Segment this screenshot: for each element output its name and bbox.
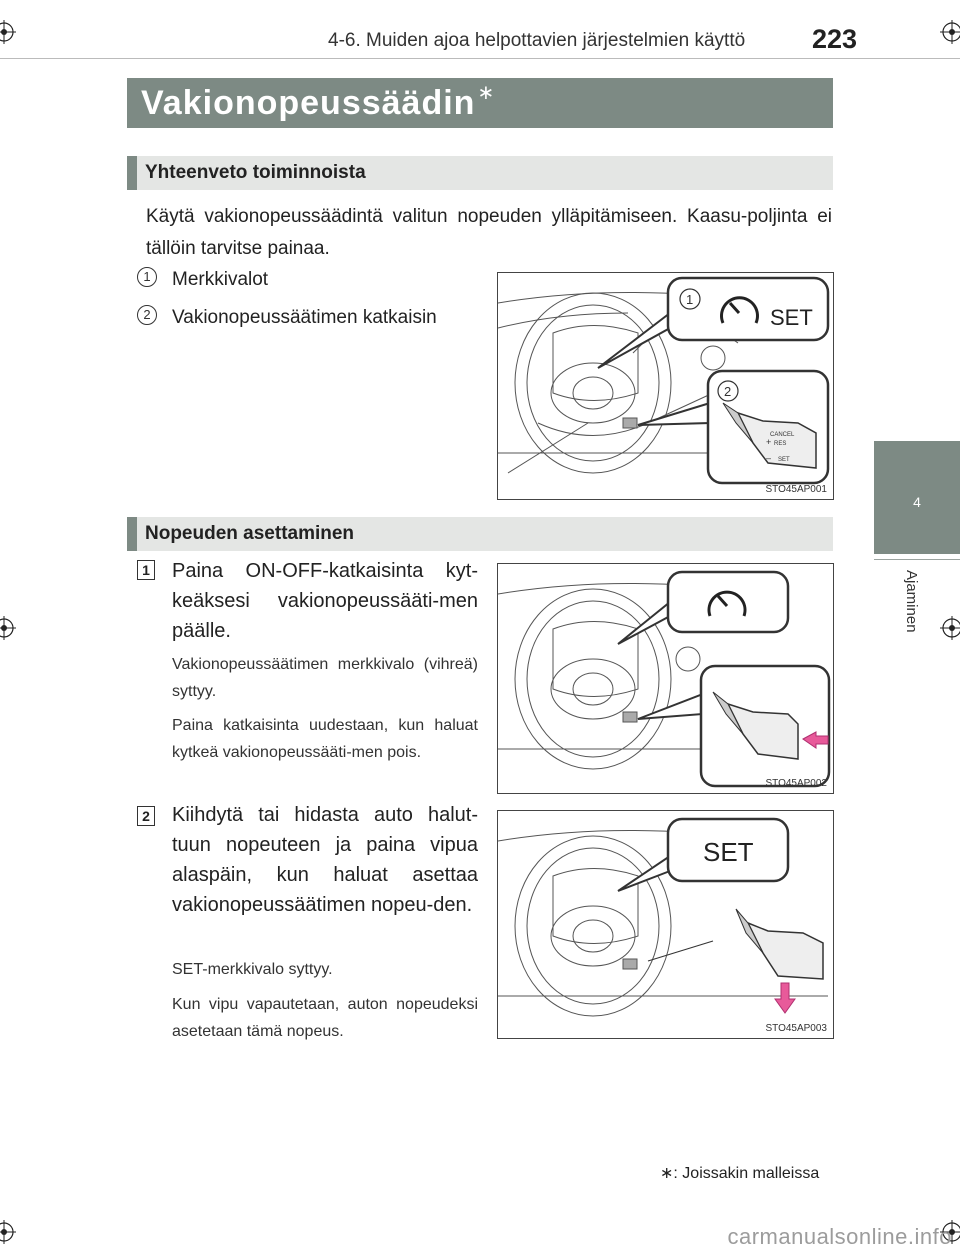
registration-mark (0, 20, 16, 44)
page-title-bar (127, 78, 833, 128)
callout-number-2: 2 (137, 305, 157, 325)
dashboard-illustration (498, 273, 833, 499)
header-rule (0, 58, 960, 59)
chapter-label: Ajaminen (903, 570, 920, 633)
section-heading-text: Nopeuden asettaminen (145, 523, 355, 544)
lever-label-set: SET (778, 457, 790, 463)
intro-paragraph: Käytä vakionopeussäädintä valitun nopeuden ylläpitämiseen. Kaasu-poljinta ei tällöin tarvitse painaa. (146, 206, 832, 259)
section-heading-setting-speed (127, 517, 833, 551)
step-2-instruction: Kiihdytä tai hidasta auto halut-tuun nopeuteen ja paina vipua alaspäin, kun haluat asettaa vakionopeussäätimen nopeu-den. (172, 804, 478, 916)
figure-code: STO45AP001 (765, 484, 827, 495)
lever-callout (638, 371, 828, 483)
indicator-callout (598, 278, 828, 368)
page-number: 223 (812, 24, 858, 54)
section-heading-text: Yhteenveto toiminnoista (145, 162, 366, 183)
figure-code: STO45AP002 (765, 778, 827, 789)
set-indicator-label: SET (703, 837, 754, 867)
footnote-asterisk: ∗ (660, 1165, 674, 1182)
figure-step-2 (497, 810, 834, 1039)
footnote-text: : Joissakin malleissa (673, 1165, 820, 1182)
step-number-1: 1 (137, 560, 155, 580)
step-1-note-1: Vakionopeussäätimen merkkivalo (vihreä) syttyy. (172, 656, 478, 700)
lever-label-res: RES (774, 441, 787, 447)
item-label-switch: Vakionopeussäätimen katkaisin (172, 307, 437, 328)
step-1-note-2: Paina katkaisinta uudestaan, kun haluat kytkeä vakionopeussääti-men pois. (172, 717, 478, 761)
page-title (141, 84, 495, 123)
footnote (660, 1163, 819, 1183)
registration-mark (0, 616, 16, 640)
figure-code: STO45AP003 (765, 1023, 827, 1034)
figure-callout-2: 2 (724, 384, 732, 399)
page-title-text: Vakionopeussäädin (141, 84, 476, 122)
figure-overview (497, 272, 834, 500)
section-heading-summary (127, 156, 833, 190)
figure-callout-1: 1 (686, 292, 694, 307)
registration-mark (940, 20, 960, 44)
lever-label-plus: + (766, 437, 772, 447)
figure-step-1 (497, 563, 834, 794)
lever-label-cancel: CANCEL (770, 432, 795, 438)
step-1-instruction: Paina ON-OFF-katkaisinta kyt-keäksesi vakionopeussääti-men päälle. (172, 560, 478, 642)
step-2-note-1: SET-merkkivalo syttyy. (172, 961, 333, 978)
item-label-indicators: Merkkivalot (172, 269, 269, 290)
step-number-2: 2 (137, 806, 155, 826)
step-2-note-2: Kun vipu vapautetaan, auton nopeudeksi asetetaan tämä nopeus. (172, 996, 478, 1040)
title-asterisk: ∗ (477, 82, 496, 104)
dashboard-illustration (498, 564, 833, 793)
watermark: carmanualsonline.info (727, 1224, 952, 1249)
set-indicator-label: SET (770, 305, 813, 330)
indicator-callout (668, 572, 788, 632)
running-header-section: 4-6. Muiden ajoa helpottavien järjestelmien käyttö (328, 30, 746, 51)
chapter-number: 4 (913, 494, 921, 510)
callout-number-1: 1 (137, 267, 157, 287)
lever-label-minus: – (766, 453, 772, 463)
dashboard-illustration (498, 811, 833, 1038)
cruise-lever-icon (736, 909, 823, 979)
registration-mark (0, 1220, 16, 1244)
registration-mark (940, 616, 960, 640)
chapter-tab-rule (874, 559, 960, 560)
push-down-arrow-icon (775, 983, 795, 1013)
